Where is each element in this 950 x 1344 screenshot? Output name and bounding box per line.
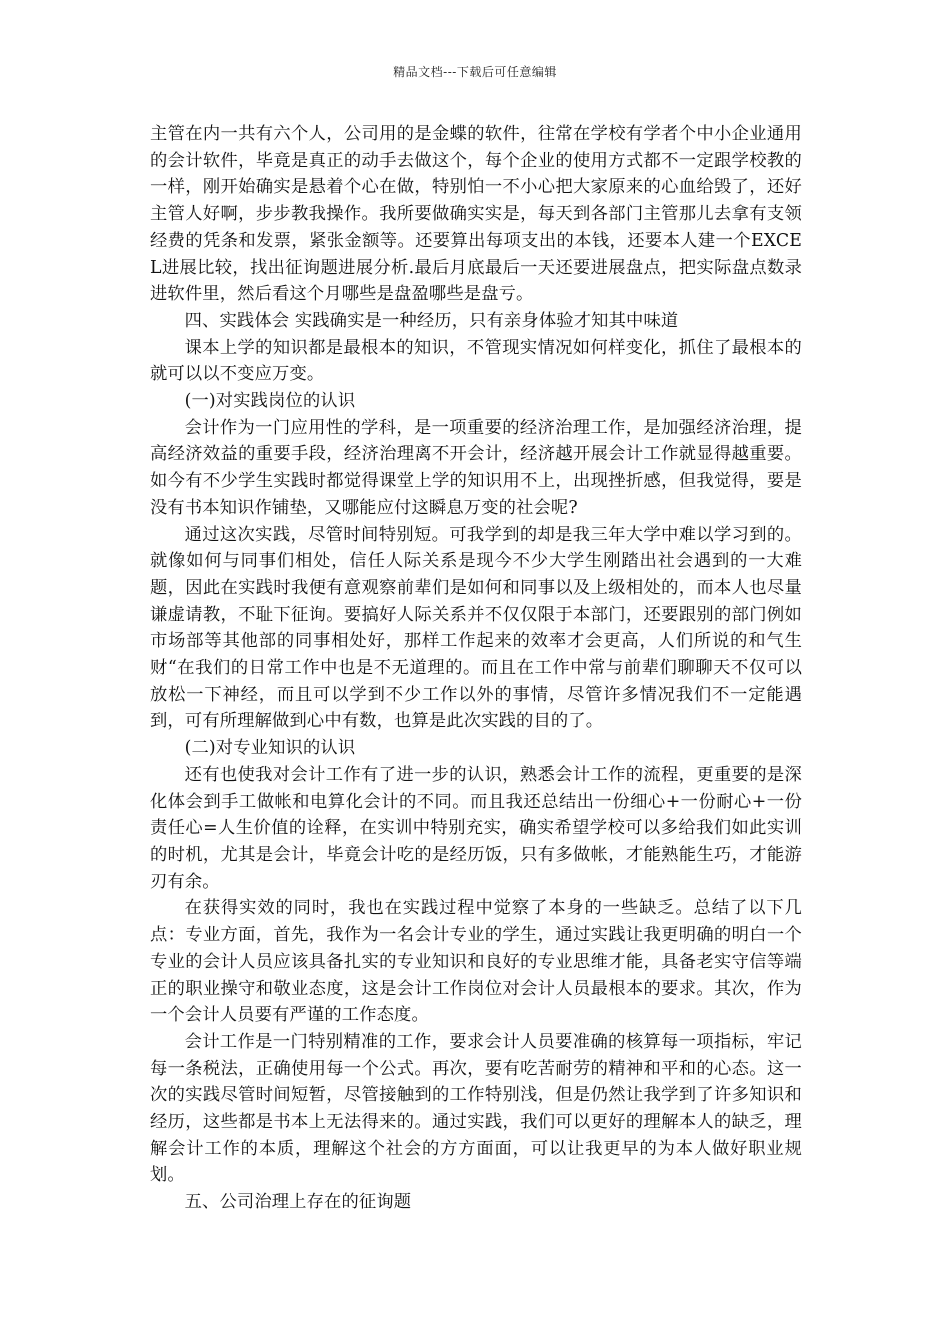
paragraph-professional-knowledge: 还有也使我对会计工作有了进一步的认识，熟悉会计工作的流程，更重要的是深化体会到手工做帐和电算化会计的不同。而且我还总结出一份细心+一份耐心+一份责任心=人生价值的诠释，在实训中特别充实，确实希望学校可以多给我们如此实训的时机，尤其是会计，毕竟会计吃的是经历饭，只有多做帐，才能熟能生巧，才能游刃有余。 [150,764,802,892]
paragraph-relationships: 通过这次实践，尽管时间特别短。可我学到的却是我三年大学中难以学习到的。就像如何与同事们相处，信任人际关系是现今不少大学生刚踏出社会遇到的一大难题，因此在实践时我便有意观察前辈们是如何和同事以及上级相处的，而本人也尽量谦虚请教，不耻下征询。要搞好人际关系并不仅仅限于本部门，还要跟别的部门例如市场部等其他部的同事相处好，那样工作起来的效率才会更高，人们所说的和气生财“在我们的日常工作中也是不无道理的。而且在工作中常与前辈们聊聊天不仅可以放松一下神经，而且可以学到不少工作以外的事情，尽管许多情况我们不一定能遇到，可有所理解做到心中有数，也算是此次实践的目的了。 [150,524,802,732]
section-heading-4: 四、实践体会 实践确实是一种经历，只有亲身体验才知其中味道 [184,310,679,331]
paragraph-shortcomings: 在获得实效的同时，我也在实践过程中觉察了本身的一些缺乏。总结了以下几点：专业方面，首先，我作为一名会计专业的学生，通过实践让我更明确的明白一个专业的会计人员应该具备扎实的专业知识和良好的专业思维才能，具备老实守信等端正的职业操守和敬业态度，这是会计工作岗位对会计人员最根本的要求。其次，作为一个会计人员要有严谨的工作态度。 [150,898,802,1026]
document-body [150,121,802,1216]
paragraph-continuation: 主管在内一共有六个人，公司用的是金蝶的软件，往常在学校有学者个中小企业通用的会计软件，毕竟是真正的动手去做这个，每个企业的使用方式都不一定跟学校教的一样，刚开始确实是悬着个心在做，特别怕一不小心把大家原来的心血给毁了，还好主管人好啊，步步教我操作。我所要做确实实是，每天到各部门主管那儿去拿有支领经费的凭条和发票，紧张金额等。还要算出每项支出的本钱，还要本人建一个EXCEL进展比较，找出征询题进展分析.最后月底最后一天还要进展盘点，把实际盘点数录进软件里，然后看这个月哪些是盘盈哪些是盘亏。 [150,124,802,305]
page-header: 精品文档---下载后可任意编辑 [393,65,557,79]
paragraph-basic-knowledge: 课本上学的知识都是最根本的知识，不管现实情况如何样变化，抓住了最根本的就可以以不变应万变。 [150,337,802,385]
paragraph-accounting-precision: 会计工作是一门特别精准的工作，要求会计人员要准确的核算每一项指标，牢记每一条税法，正确使用每一个公式。再次，要有吃苦耐劳的精神和平和的心态。这一次的实践尽管时间短暂，尽管接触到的工作特别浅，但是仍然让我学到了许多知识和经历，这些都是书本上无法得来的。通过实践，我们可以更好的理解本人的缺乏，理解会计工作的本质，理解这个社会的方方面面，可以让我更早的为本人做好职业规划。 [150,1031,802,1186]
subheading-2: (二)对专业知识的认识 [184,738,356,759]
section-heading-5: 五、公司治理上存在的征询题 [184,1192,412,1213]
subheading-1: (一)对实践岗位的认识 [184,391,356,412]
paragraph-accounting-role: 会计作为一门应用性的学科，是一项重要的经济治理工作，是加强经济治理，提高经济效益的重要手段，经济治理离不开会计，经济越开展会计工作就显得越重要。 如今有不少学生实践时都觉得课堂上学的知识用不上，出现挫折感，但我觉得，要是没有书本知识作铺垫，又哪能应付这瞬息万变的社会呢? [150,417,802,518]
